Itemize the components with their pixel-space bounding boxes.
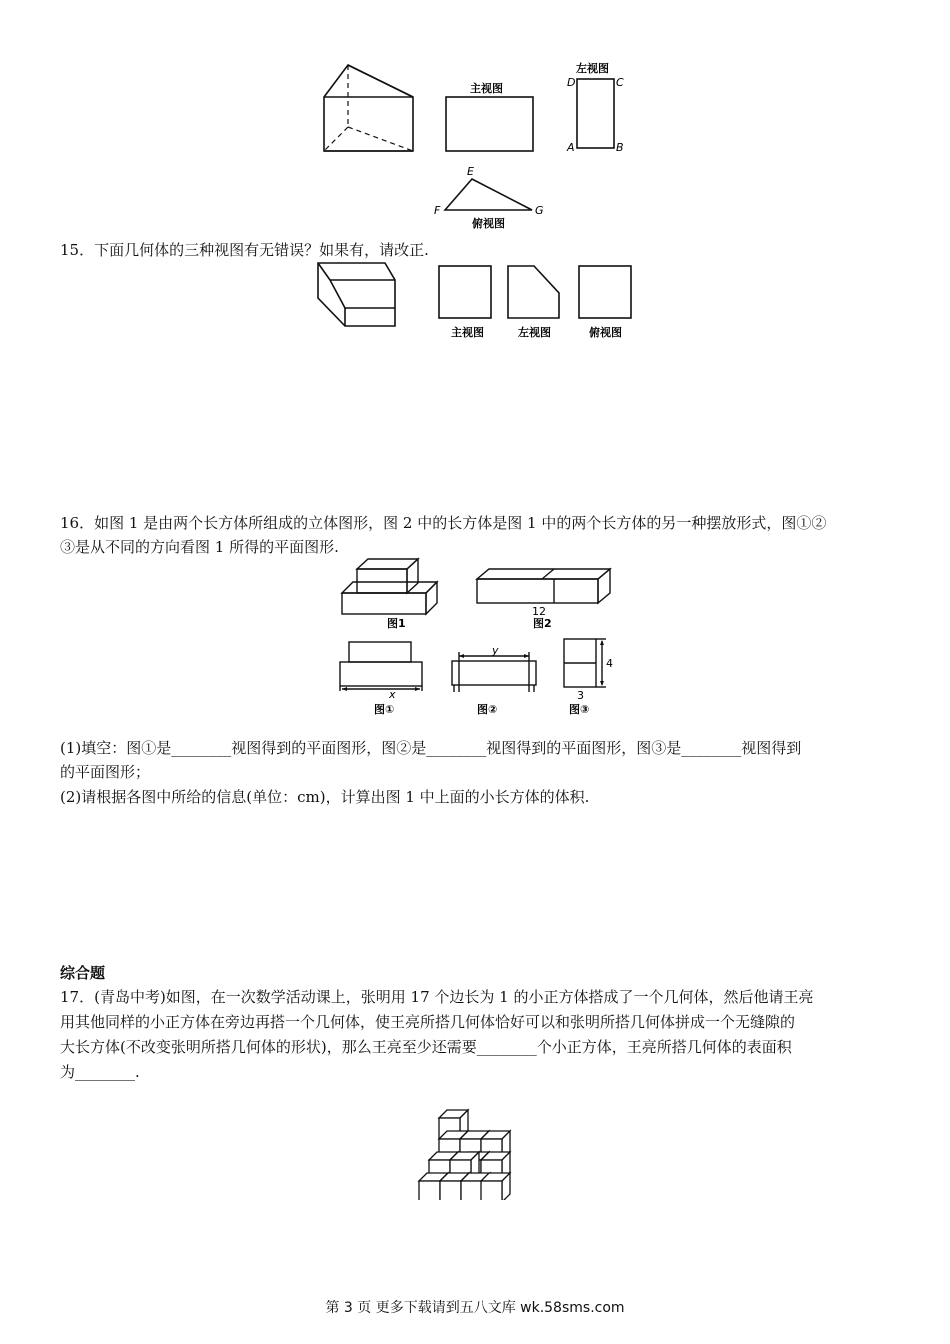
cube-face	[440, 1181, 461, 1200]
fig-circle3-caption: 图③	[569, 703, 590, 716]
q15-left-caption: 左视图	[518, 326, 551, 339]
cube-stack-figure	[405, 1105, 515, 1200]
label-d: D	[567, 76, 576, 89]
q17-line4: 为________.	[60, 1063, 140, 1081]
cube-face	[481, 1181, 502, 1200]
q16-line1: 16．如图 1 是由两个长方体所组成的立体图形，图 2 中的长方体是图 1 中的两个长方体的另一种摆放形式，图①②	[60, 514, 827, 532]
label-x: x	[389, 688, 396, 701]
q16-sub1-line2: 的平面图形；	[60, 763, 151, 781]
q15-top-caption: 俯视图	[589, 326, 622, 339]
q16-line2: ③是从不同的方向看图 1 所得的平面图形.	[60, 538, 339, 556]
prism-three-views-figure	[310, 55, 650, 235]
q17-line3: 大长方体(不改变张明所搭几何体的形状)，那么王亮至少还需要________个小正方体，王亮所搭几何体的表面积	[60, 1038, 792, 1056]
fig-circle1-caption: 图①	[374, 703, 395, 716]
label-c: C	[616, 76, 624, 89]
label-y: y	[492, 644, 499, 657]
label-b: B	[616, 141, 624, 154]
label-a: A	[567, 141, 575, 154]
label-e: E	[467, 165, 474, 178]
q16-sub1-line1: (1)填空：图①是________视图得到的平面图形，图②是________视图得到的平面图形，图③是________视图得到	[60, 739, 802, 757]
fig2-length-label: 12	[532, 605, 546, 618]
label-g: G	[535, 204, 544, 217]
fig2-caption: 图2	[533, 617, 552, 630]
q17-line1: 17．(青岛中考)如图，在一次数学活动课上，张明用 17 个边长为 1 的小正方体搭成了一个几何体，然后他请王亮	[60, 988, 814, 1006]
cube-face	[419, 1181, 440, 1200]
q15-text: 15．下面几何体的三种视图有无错误？如果有，请改正.	[60, 241, 429, 259]
q17-line2: 用其他同样的小正方体在旁边再搭一个几何体，使王亮所搭几何体恰好可以和张明所搭几何体拼成一个无缝隙的	[60, 1013, 796, 1031]
top-view-caption: 俯视图	[472, 217, 505, 230]
fig-circle2-caption: 图②	[477, 703, 498, 716]
q16-figures	[330, 555, 620, 720]
cube-face	[461, 1181, 482, 1200]
q15-figure	[310, 258, 640, 342]
q16-sub2: (2)请根据各图中所给的信息(单位：cm)，计算出图 1 中上面的小长方体的体积.	[60, 788, 590, 806]
section-heading: 综合题	[60, 964, 106, 982]
label-f: F	[434, 204, 441, 217]
label-four: 4	[606, 657, 613, 670]
main-view-caption: 主视图	[470, 82, 503, 95]
page-footer: 第 3 页 更多下载请到五八文库 wk.58sms.com	[325, 1300, 625, 1316]
label-three: 3	[577, 689, 584, 702]
left-view-caption: 左视图	[576, 62, 609, 75]
fig1-caption: 图1	[387, 617, 406, 630]
q15-main-caption: 主视图	[451, 326, 484, 339]
